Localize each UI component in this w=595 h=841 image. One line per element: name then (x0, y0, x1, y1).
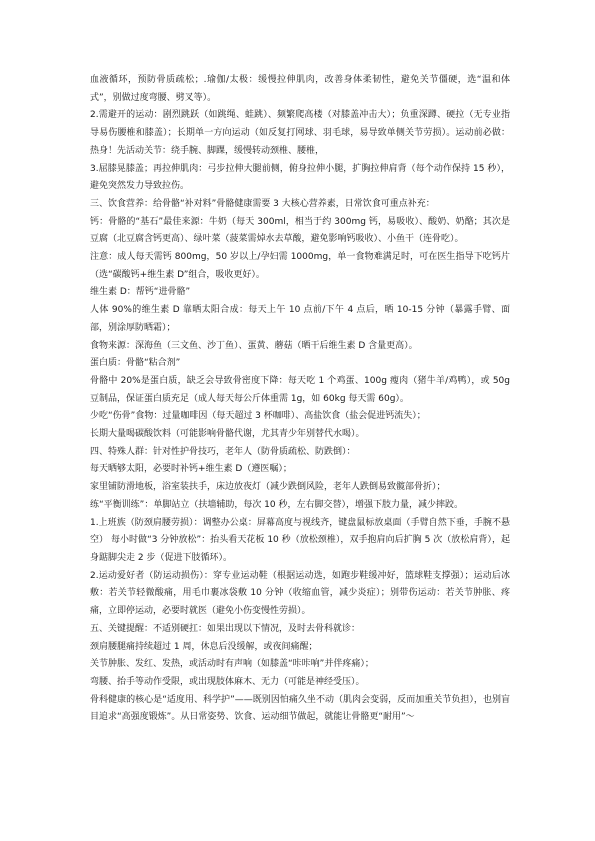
paragraph-protein: 骨骼中 20%是蛋白质，缺乏会导致骨密度下降：每天吃 1 个鸡蛋、100g 瘦肉（猪牛羊/鸡鸭），或 50g 豆制品，保证蛋白质充足（成人每天每公斤体重需 1g，如 60kg 每天需 60g）。 (90, 375, 510, 404)
paragraph-calcium: 钙：骨骼的“基石”最佳来源：牛奶（每天 300ml，相当于约 300mg 钙，易吸收）、酸奶、奶酪；其次是豆腐（北豆腐含钙更高）、绿叶菜（菠菜需焯水去草酸，避免影响钙吸收）、小鱼干（连骨吃）。 (90, 216, 510, 245)
paragraph-avoid-foods: 少吃“伤骨”食物：过量咖啡因（每天超过 3 杯咖啡）、高盐饮食（盐会促进钙流失）； (90, 411, 426, 422)
paragraph-knee-stretch: 3.屈膝晃膝盖；再拉伸肌肉：弓步拉伸大腿前侧，俯身拉伸小腿，扩胸拉伸肩背（每个动作保持 15 秒），避免突然发力导致拉伤。 (90, 163, 510, 192)
heading-vitamin-d: 维生素 D：帮钙“进骨骼” (90, 287, 191, 298)
paragraph-elderly-sun: 每天晒够太阳，必要时补钙+维生素 D（遵医嘱）； (90, 464, 292, 475)
paragraph-conclusion: 骨科健康的核心是“适度用、科学护”——既别因怕痛久坐不动（肌肉会变弱，反而加重关节负担），也别盲目追求“高强度锻炼”。从日常姿势、饮食、运动细节做起，就能让骨骼更“耐用”～ (90, 694, 510, 723)
paragraph-soda: 长期大量喝碳酸饮料（可能影响骨骼代谢，尤其青少年别替代水喝）。 (90, 429, 365, 440)
section-heading-reminders: 五、关键提醒：不适别硬扛：如果出现以下情况，及时去骨科就诊： (90, 623, 361, 634)
section-heading-special-groups: 四、特殊人群：针对性护骨技巧，老年人（防骨质疏松、防跌倒）： (90, 446, 356, 457)
paragraph-sunlight: 人体 90%的维生素 D 靠晒太阳合成：每天上午 10 点前/下午 4 点后，晒 10-15 分钟（暴露手臂、面部，别涂厚防晒霜）； (90, 305, 510, 333)
paragraph-symptom-numbness: 弯腰、抬手等动作受限，或出现肢体麻木、无力（可能是神经受压）。 (90, 676, 365, 687)
heading-protein: 蛋白质：骨骼“粘合剂” (90, 358, 181, 369)
paragraph-continuation: 血液循环，预防骨质疏松；.瑜伽/太极：缓慢拉伸肌肉，改善身体柔韧性，避免关节僵硬，选“温和体式”，别做过度弯腰、劈叉等）。 (90, 75, 510, 103)
paragraph-sports-lovers: 2.运动爱好者（防运动损伤）：穿专业运动鞋（根据运动选，如跑步鞋缓冲好，篮球鞋支撑强）；运动后冰敷：若关节轻微酸痛，用毛巾裹冰袋敷 10 分钟（收缩血管，减少炎症）；别带伤运动：若关节肿胀、疼痛，立即停运动，必要时就医（避免小伤变慢性劳损）。 (90, 570, 510, 617)
paragraph-symptom-swelling: 关节肿胀、发红、发热，或活动时有声响（如膝盖“咔咔响”并伴疼痛）； (90, 659, 374, 670)
paragraph-symptom-pain: 颈肩腰腿痛持续超过 1 周，休息后没缓解，或夜间痛醒； (90, 641, 318, 652)
section-heading-diet: 三、饮食营养：给骨骼“补对料”骨骼健康需要 3 大核心营养素，日常饮食可重点补充： (90, 198, 435, 209)
paragraph-office-workers: 1.上班族（防颈肩腰劳损）：调整办公桌：屏幕高度与视线齐，键盘鼠标放桌面（手臂自然下垂，手腕不悬空） 每小时做“3 分钟放松”：抬头看天花板 10 秒（放松颈椎），双手抱肩向后扩胸 5 次（放松肩背），起身踮脚尖走 2 步（促进下肢循环）。 (90, 517, 510, 563)
paragraph-elderly-home: 家里铺防滑地板，浴室装扶手，床边放夜灯（减少跌倒风险，老年人跌倒易致髋部骨折）； (90, 482, 446, 493)
document-body (90, 72, 510, 727)
paragraph-balance-training: 练“平衡训练”：单脚站立（扶墙辅助，每次 10 秒，左右脚交替），增强下肢力量，减少摔跤。 (90, 499, 464, 510)
paragraph-avoid-exercise: 2.需避开的运动：剧烈跳跃（如跳绳、蛙跳）、频繁爬高楼（对膝盖冲击大）；负重深蹲、硬拉（无专业指导易伤腰椎和膝盖）；长期单一方向运动（如反复打网球、羽毛球，易导致单侧关节劳损）。运动前必做：热身！先活动关节：绕手腕、脚踝，缓慢转动颈椎、腰椎， (90, 110, 510, 156)
paragraph-calcium-note: 注意：成人每天需钙 800mg，50 岁以上/孕妇需 1000mg，单一食物难满足时，可在医生指导下吃钙片（选“碳酸钙+维生素 D”组合，吸收更好）。 (90, 252, 510, 280)
paragraph-vitamin-d-food: 食物来源：深海鱼（三文鱼、沙丁鱼）、蛋黄、蘑菇（晒干后维生素 D 含量更高）。 (90, 340, 418, 351)
